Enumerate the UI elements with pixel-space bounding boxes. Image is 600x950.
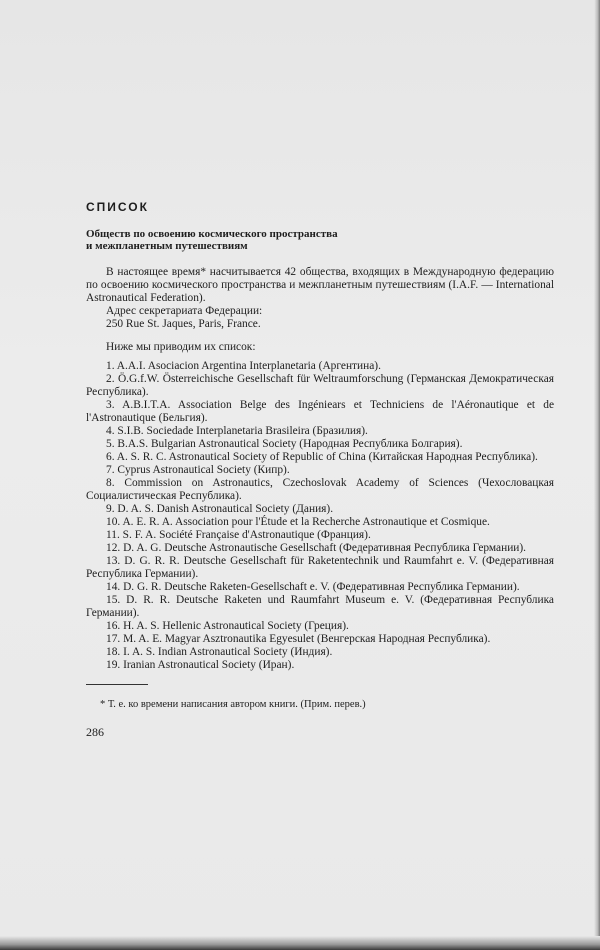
page-number: 286 [86, 725, 104, 739]
list-item: 3. A.B.I.T.A. Association Belge des Ingéniears et Techniciens de l'Aéronautique et de l'Astronautique (Бельгия). [86, 399, 554, 424]
subtitle-line: Обществ по освоению космического пространства [86, 228, 338, 240]
page-content [86, 200, 554, 740]
list-item: 5. B.A.S. Bulgarian Astronautical Society (Народная Республика Болгария). [106, 438, 463, 450]
society-list [86, 360, 554, 672]
list-intro: Ниже мы приводим их список: [106, 341, 256, 353]
list-item: 11. S. F. A. Société Française d'Astronautique (Франция). [106, 529, 371, 541]
list-item: 4. S.I.B. Sociedade Interplanetaria Brasileira (Бразилия). [106, 425, 368, 437]
list-item: 15. D. R. R. Deutsche Raketen und Raumfahrt Museum e. V. (Федеративная Республика Германии). [86, 594, 554, 619]
footnote: * Т. е. ко времени написания автором книги. (Прим. перев.) [100, 699, 366, 710]
list-subtitle [86, 228, 554, 252]
page-spine-shadow [594, 0, 600, 950]
list-item: 17. M. A. E. Magyar Asztronautika Egyesulet (Венгерская Народная Республика). [106, 633, 491, 645]
list-item: 1. A.A.I. Asociacion Argentina Interplanetaria (Аргентина). [106, 360, 381, 372]
list-item: 19. Iranian Astronautical Society (Иран). [106, 659, 295, 671]
list-item: 2. Ö.G.f.W. Österreichische Gesellschaft für Weltraumforschung (Германская Демократическая Республика). [86, 373, 554, 398]
footnote-divider [86, 684, 148, 685]
page-bottom-edge [0, 936, 600, 950]
address-label: Адрес секретариата Федерации: [106, 305, 263, 317]
subtitle-line: и межпланетным путешествиям [86, 240, 248, 252]
list-item: 7. Cyprus Astronautical Society (Кипр). [106, 464, 290, 476]
page-heading: СПИСОК [86, 200, 149, 214]
address-value: 250 Rue St. Jaques, Paris, France. [106, 318, 261, 330]
list-item: 12. D. A. G. Deutsche Astronautische Gesellschaft (Федеративная Республика Германии). [106, 542, 527, 554]
list-item: 10. A. E. R. A. Association pour l'Étude et la Recherche Astronautique et Cosmique. [106, 516, 490, 528]
list-item: 13. D. G. R. R. Deutsche Gesellschaft für Raketentechnik und Raumfahrt e. V. (Федеративная Республика Германии). [86, 555, 554, 580]
list-item: 6. A. S. R. C. Astronautical Society of Republic of China (Китайская Народная Республика). [106, 451, 538, 463]
list-item: 9. D. A. S. Danish Astronautical Society (Дания). [106, 503, 334, 515]
intro-paragraph: В настоящее время* насчитывается 42 общества, входящих в Международную федерацию по освоению космического пространства и межпланетным путешествиям (I.A.F. — International Astronautical Federation). [86, 266, 554, 304]
list-item: 16. H. A. S. Hellenic Astronautical Society (Греция). [106, 620, 349, 632]
list-item: 8. Commission on Astronautics, Czechoslovak Academy of Sciences (Чехословацкая Социалистическая Республика). [86, 477, 554, 502]
list-item: 14. D. G. R. Deutsche Raketen-Gesellschaft e. V. (Федеративная Республика Германии). [106, 581, 520, 593]
list-item: 18. I. A. S. Indian Astronautical Society (Индия). [106, 646, 333, 658]
